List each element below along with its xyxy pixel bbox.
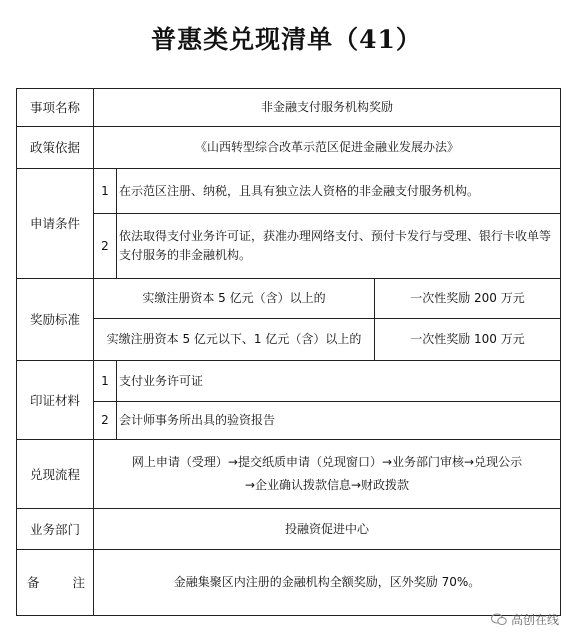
material-number: 2: [101, 413, 109, 427]
condition-number: 1: [101, 183, 109, 198]
condition-text: 依法取得支付业务许可证，获准办理网络支付、预付卡发行与受理、银行卡收单等支付服务的非金融机构。: [119, 229, 552, 262]
reward-amount: 一次性奖励 200 万元: [410, 291, 525, 305]
item-name-value: 非金融支付服务机构奖励: [260, 100, 393, 114]
materials-label: 印证材料: [29, 392, 80, 408]
remarks-label-char-2: 注: [72, 575, 85, 590]
table-border-bottom: [16, 615, 561, 616]
condition-number: 2: [101, 238, 109, 253]
remarks-label: [17, 550, 93, 615]
reward-condition: 实缴注册资本 5 亿元（含）以上的: [142, 291, 326, 305]
policy-value: 《山西转型综合改革示范区促进金融业发展办法》: [194, 140, 459, 154]
watermark: [491, 611, 559, 628]
material-text: 支付业务许可证: [119, 373, 204, 388]
process-label: 兑现流程: [29, 466, 80, 482]
reward-amount: 一次性奖励 100 万元: [410, 332, 525, 346]
table-border-right: [560, 88, 561, 616]
condition-text: 在示范区注册、纳税，且具有独立法人资格的非金融支付服务机构。: [119, 183, 480, 198]
policy-label: 政策依据: [29, 140, 80, 155]
watermark-text: 高创在线: [510, 613, 559, 627]
department-label: 业务部门: [29, 521, 80, 537]
process-value: [94, 440, 560, 508]
process-line-2: →企业确认拨款信息→财政拨款: [244, 478, 410, 492]
department-value: 投融资促进中心: [284, 521, 369, 536]
item-name-label: 事项名称: [29, 100, 80, 115]
page-title: 普惠类兑现清单（41）: [151, 25, 422, 54]
remarks-value: 金融集聚区内注册的金融机构全额奖励，区外奖励 70%。: [173, 575, 481, 589]
chat-bubble-icon: [491, 613, 507, 626]
remarks-label-char-1: 备: [27, 575, 40, 590]
reward-condition: 实缴注册资本 5 亿元以下、1 亿元（含）以上的: [106, 332, 362, 346]
material-number: 1: [101, 373, 109, 388]
reward-label: 奖励标准: [29, 312, 80, 327]
conditions-label: 申请条件: [29, 216, 80, 231]
material-text: 会计师事务所出具的验资报告: [119, 413, 276, 427]
process-line-1: 网上申请（受理）→提交纸质申请（兑现窗口）→业务部门审核→兑现公示: [131, 455, 523, 469]
